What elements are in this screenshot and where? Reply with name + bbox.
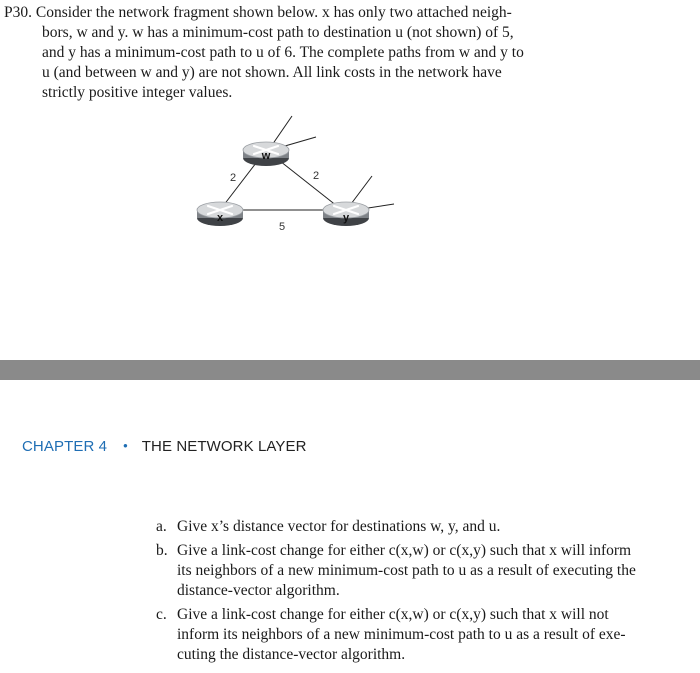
question-c: [156, 605, 691, 665]
question-line: distance-vector algorithm.: [177, 582, 340, 599]
page-separator-band: [0, 360, 700, 380]
problem-line-2: bors, w and y. w has a minimum-cost path to destination u (not shown) of 5,: [42, 24, 514, 41]
chapter-title: THE NETWORK LAYER: [141, 438, 307, 455]
problem-text-line: Consider the network fragment shown below. x has only two attached neigh-: [35, 4, 512, 21]
router-w: [243, 142, 289, 166]
question-letter: a.: [156, 518, 167, 535]
link-cost-w-y: 2: [313, 170, 320, 182]
question-a: [156, 517, 691, 537]
problem-line-3: and y has a minimum-cost path to u of 6. The complete paths from w and y to: [42, 44, 524, 61]
question-letter: b.: [156, 542, 168, 559]
router-label-x: x: [216, 212, 224, 224]
router-label-w: w: [261, 150, 271, 162]
question-b: [156, 541, 691, 601]
chapter-header: [22, 438, 307, 455]
question-line: Give a link-cost change for either c(x,w) or c(x,y) such that x will inform: [177, 542, 632, 559]
network-diagram: [190, 110, 420, 240]
question-line: Give x’s distance vector for destinations w, y, and u.: [177, 518, 501, 535]
question-letter: c.: [156, 606, 167, 623]
chapter-label: CHAPTER 4: [22, 438, 108, 455]
question-line: cuting the distance-vector algorithm.: [177, 646, 406, 663]
question-list: [156, 517, 691, 669]
question-line: inform its neighbors of a new minimum-cost path to u as a result of exe-: [177, 626, 626, 643]
router-label-y: y: [342, 212, 350, 224]
problem-line-4: u (and between w and y) are not shown. All link costs in the network have: [42, 64, 502, 81]
router-x: [197, 202, 243, 226]
link-cost-x-y: 5: [279, 221, 286, 233]
question-line: Give a link-cost change for either c(x,w) or c(x,y) such that x will not: [177, 606, 609, 623]
chapter-bullet: •: [123, 438, 128, 453]
question-line: its neighbors of a new minimum-cost path to u as a result of executing the: [177, 562, 636, 579]
router-y: [323, 202, 369, 226]
problem-p30: [4, 3, 694, 103]
link-cost-x-w: 2: [230, 172, 237, 184]
problem-line-5: strictly positive integer values.: [42, 84, 233, 101]
problem-line-1: [4, 3, 694, 23]
problem-number: P30.: [4, 4, 32, 21]
